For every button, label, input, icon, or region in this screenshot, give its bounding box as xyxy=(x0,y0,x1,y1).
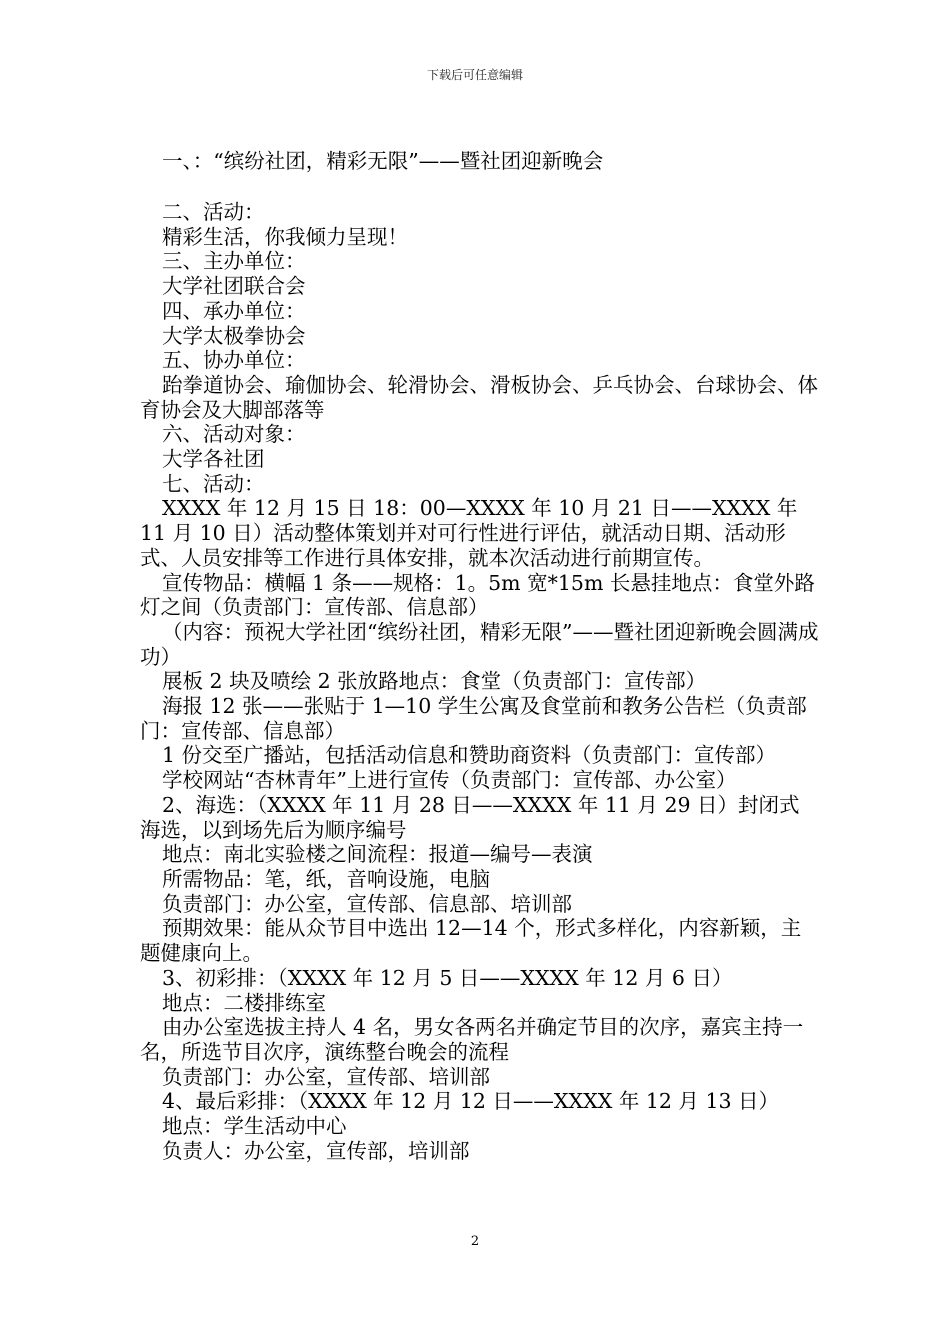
paragraph: 1 份交至广播站，包括活动信息和赞助商资料（负责部门：宣传部） xyxy=(162,743,777,768)
paragraph: 负责部门：办公室，宣传部、信息部、培训部 xyxy=(162,891,572,916)
paragraph: 4、最后彩排：（XXXX 年 12 月 12 日——XXXX 年 12 月 13 日） xyxy=(162,1089,780,1114)
paragraph: （内容：预祝大学社团“缤纷社团，精彩无限”——暨社团迎新晚会圆满成功） xyxy=(140,619,819,669)
paragraph: 大学各社团 xyxy=(162,447,265,472)
paragraph: XXXX 年 12 月 15 日 18：00—XXXX 年 10 月 21 日——XXXX 年 11 月 10 日）活动整体策划并对可行性进行评估，就活动日期、活动形式、人员安排等工作进行具体安排，就本次活动进行前期宣传。 xyxy=(140,496,798,570)
paragraph: 负责人：办公室，宣传部，培训部 xyxy=(162,1138,470,1163)
paragraph: 地点：学生活动中心 xyxy=(162,1114,347,1139)
paragraph: 预期效果：能从众节目中选出 12—14 个，形式多样化，内容新颖，主题健康向上。 xyxy=(140,916,802,966)
paragraph: 海报 12 张——张贴于 1—10 学生公寓及食堂前和教务公告栏（负责部门：宣传部、信息部） xyxy=(140,694,807,743)
paragraph: 地点：南北实验楼之间流程：报道—编号—表演 xyxy=(162,842,593,867)
paragraph: 六、活动对象： xyxy=(162,422,306,447)
paragraph: 所需物品：笔，纸，音响设施，电脑 xyxy=(162,866,490,891)
paragraph: 跆拳道协会、瑜伽协会、轮滑协会、滑板协会、乒乓协会、台球协会、体育协会及大脚部落等 xyxy=(140,372,818,422)
paragraph: 精彩生活，你我倾力呈现！ xyxy=(162,224,408,249)
paragraph: 大学社团联合会 xyxy=(162,274,306,299)
paragraph: 负责部门：办公室，宣传部、培训部 xyxy=(162,1064,490,1089)
paragraph: 由办公室选拔主持人 4 名，男女各两名并确定节目的次序，嘉宾主持一名，所选节目次序，演练整台晚会的流程 xyxy=(140,1015,804,1064)
paragraph: 学校网站“杏林青年”上进行宣传（负责部门：宣传部、办公室） xyxy=(162,768,737,793)
paragraph: 2、海选：（XXXX 年 11 月 28 日——XXXX 年 11 月 29 日）封闭式海选，以到场先后为顺序编号 xyxy=(140,792,800,842)
paragraph: 3、初彩排：（XXXX 年 12 月 5 日——XXXX 年 12 月 6 日） xyxy=(162,965,733,990)
paragraph: 展板 2 块及喷绘 2 张放路地点：食堂（负责部门：宣传部） xyxy=(162,669,707,694)
paragraph: 二、活动： xyxy=(162,200,265,224)
page-number: 2 xyxy=(470,1234,480,1249)
page-header: 下载后可任意编辑 xyxy=(426,68,523,82)
paragraph: 大学太极拳协会 xyxy=(162,323,306,348)
section-title: 一、：“缤纷社团，精彩无限”——暨社团迎新晚会 xyxy=(162,149,604,173)
paragraph: 三、主办单位： xyxy=(162,249,306,274)
paragraph: 四、承办单位： xyxy=(162,298,306,323)
paragraph: 五、协办单位： xyxy=(162,348,306,373)
document-body xyxy=(140,200,820,1163)
paragraph: 地点：二楼排练室 xyxy=(162,990,326,1015)
paragraph: 七、活动： xyxy=(162,471,265,496)
paragraph: 宣传物品：横幅 1 条——规格：1。5m 宽*15m 长悬挂地点：食堂外路灯之间（负责部门：宣传部、信息部） xyxy=(140,570,815,620)
